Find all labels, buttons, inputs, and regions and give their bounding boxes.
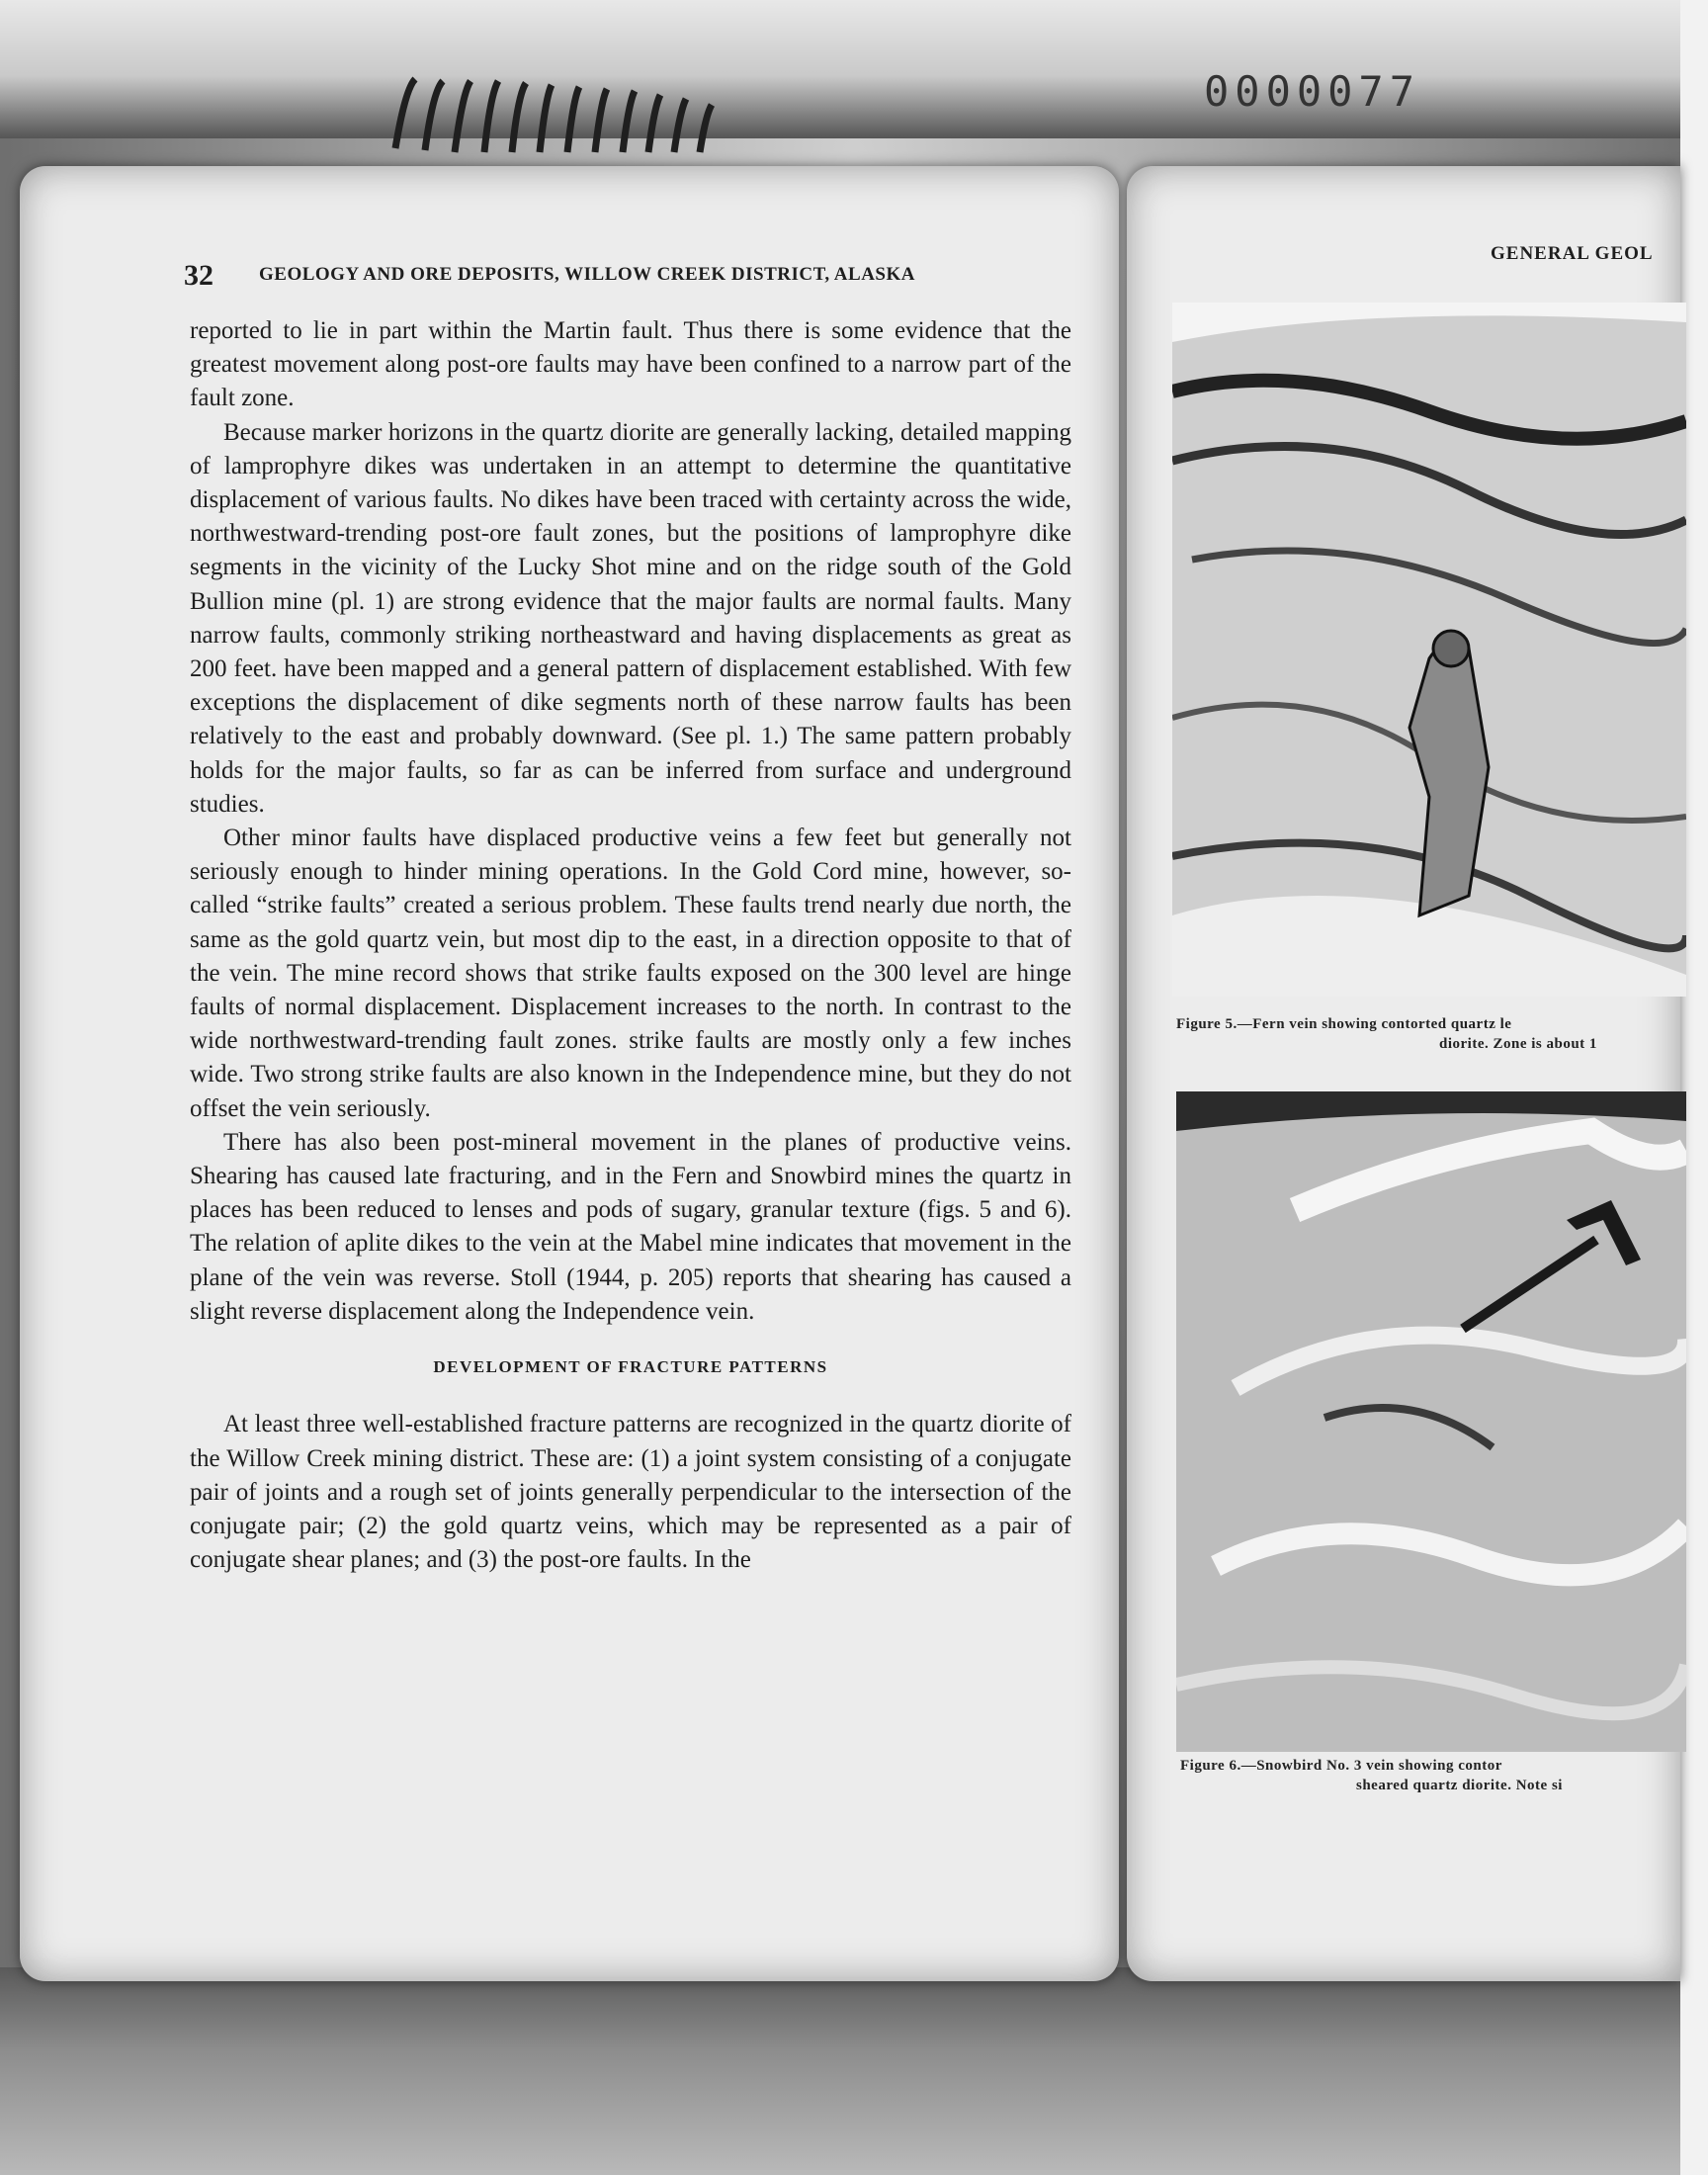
scan-top-margin <box>0 0 1708 138</box>
figure-5-caption-continued: diorite. Zone is about 1 <box>1439 1036 1597 1052</box>
binding-edge <box>356 69 771 158</box>
running-head-title: GEOLOGY AND ORE DEPOSITS, WILLOW CREEK DISTRICT, ALASKA <box>259 264 915 285</box>
figure-6-photo <box>1176 1091 1686 1752</box>
figure-5-photo <box>1172 303 1686 997</box>
scan-bottom-margin <box>0 1967 1708 2175</box>
body-text <box>190 314 1071 1577</box>
right-running-head: GENERAL GEOL <box>1491 243 1654 264</box>
page-number: 32 <box>184 259 214 292</box>
paragraph: Because marker horizons in the quartz diorite are generally lacking, detailed mapping of lamprophyre dikes was undertaken in an attempt to determine the quantitative displacement of various faults. No dikes have been traced with certainty across the wide, northwestward-trending post-ore fault zones, but the positions of lamprophyre dike segments in the vicinity of the Lucky Shot mine and on the ridge south of the Gold Bullion mine (pl. 1) are strong evidence that the major faults are normal faults. Many narrow faults, commonly striking northeastward and having displacements as great as 200 feet. have been mapped and a general pattern of displacement established. With few exceptions the displacement of dike segments north of these narrow faults has been relatively to the east and probably downward. (See pl. 1.) The same pattern probably holds for the major faults, so far as can be inferred from surface and underground studies. <box>190 418 1071 818</box>
running-head <box>184 259 1073 299</box>
section-heading: DEVELOPMENT OF FRACTURE PATTERNS <box>433 1357 828 1377</box>
paragraph: There has also been post-mineral movement in the planes of productive veins. Shearing has caused late fracturing, and in the Fern and Snowbird mines the quartz in places has been reduced to lenses and pods of sugary, granular texture (figs. 5 and 6). The relation of aplite dikes to the vein at the Mabel mine indicates that movement in the plane of the vein was reverse. Stoll (1944, p. 205) reports that shearing has caused a slight reverse displacement along the Independence vein. <box>190 1128 1071 1325</box>
paragraph: At least three well-established fracture patterns are recognized in the quartz diorite of the Willow Creek mining district. These are: (1) a joint system consisting of a conjugate pair of joints and a rough set of joints generally perpendicular to the intersection of the conjugate pair; (2) the gold quartz veins, which may be represented as a pair of conjugate shear planes; and (3) the post-ore faults. In the <box>190 1411 1071 1574</box>
paragraph: Other minor faults have displaced productive veins a few feet but generally not seriously enough to hinder mining operations. In the Gold Cord mine, however, so-called “strike faults” created a serious problem. These faults trend nearly due north, the same as the gold quartz vein, but most dip to the east, in a direction opposite to that of the vein. The mine record shows that strike faults exposed on the 300 level are hinge faults of normal displacement. Displacement increases to the north. In contrast to the wide northwestward-trending fault zones. strike faults are mostly only a few inches wide. Two strong strike faults are also known in the Independence mine, but they do not offset the vein seriously. <box>190 825 1071 1122</box>
document-stamp: 0000077 <box>1204 67 1421 116</box>
figure-6-caption: Figure 6.—Snowbird No. 3 vein showing contor <box>1180 1758 1502 1774</box>
figure-5-caption: Figure 5.—Fern vein showing contorted quartz le <box>1176 1016 1512 1032</box>
paragraph: reported to lie in part within the Martin fault. Thus there is some evidence that the greatest movement along post-ore faults may have been confined to a narrow part of the fault zone. <box>190 317 1071 412</box>
figure-6-caption-continued: sheared quartz diorite. Note si <box>1356 1778 1563 1793</box>
